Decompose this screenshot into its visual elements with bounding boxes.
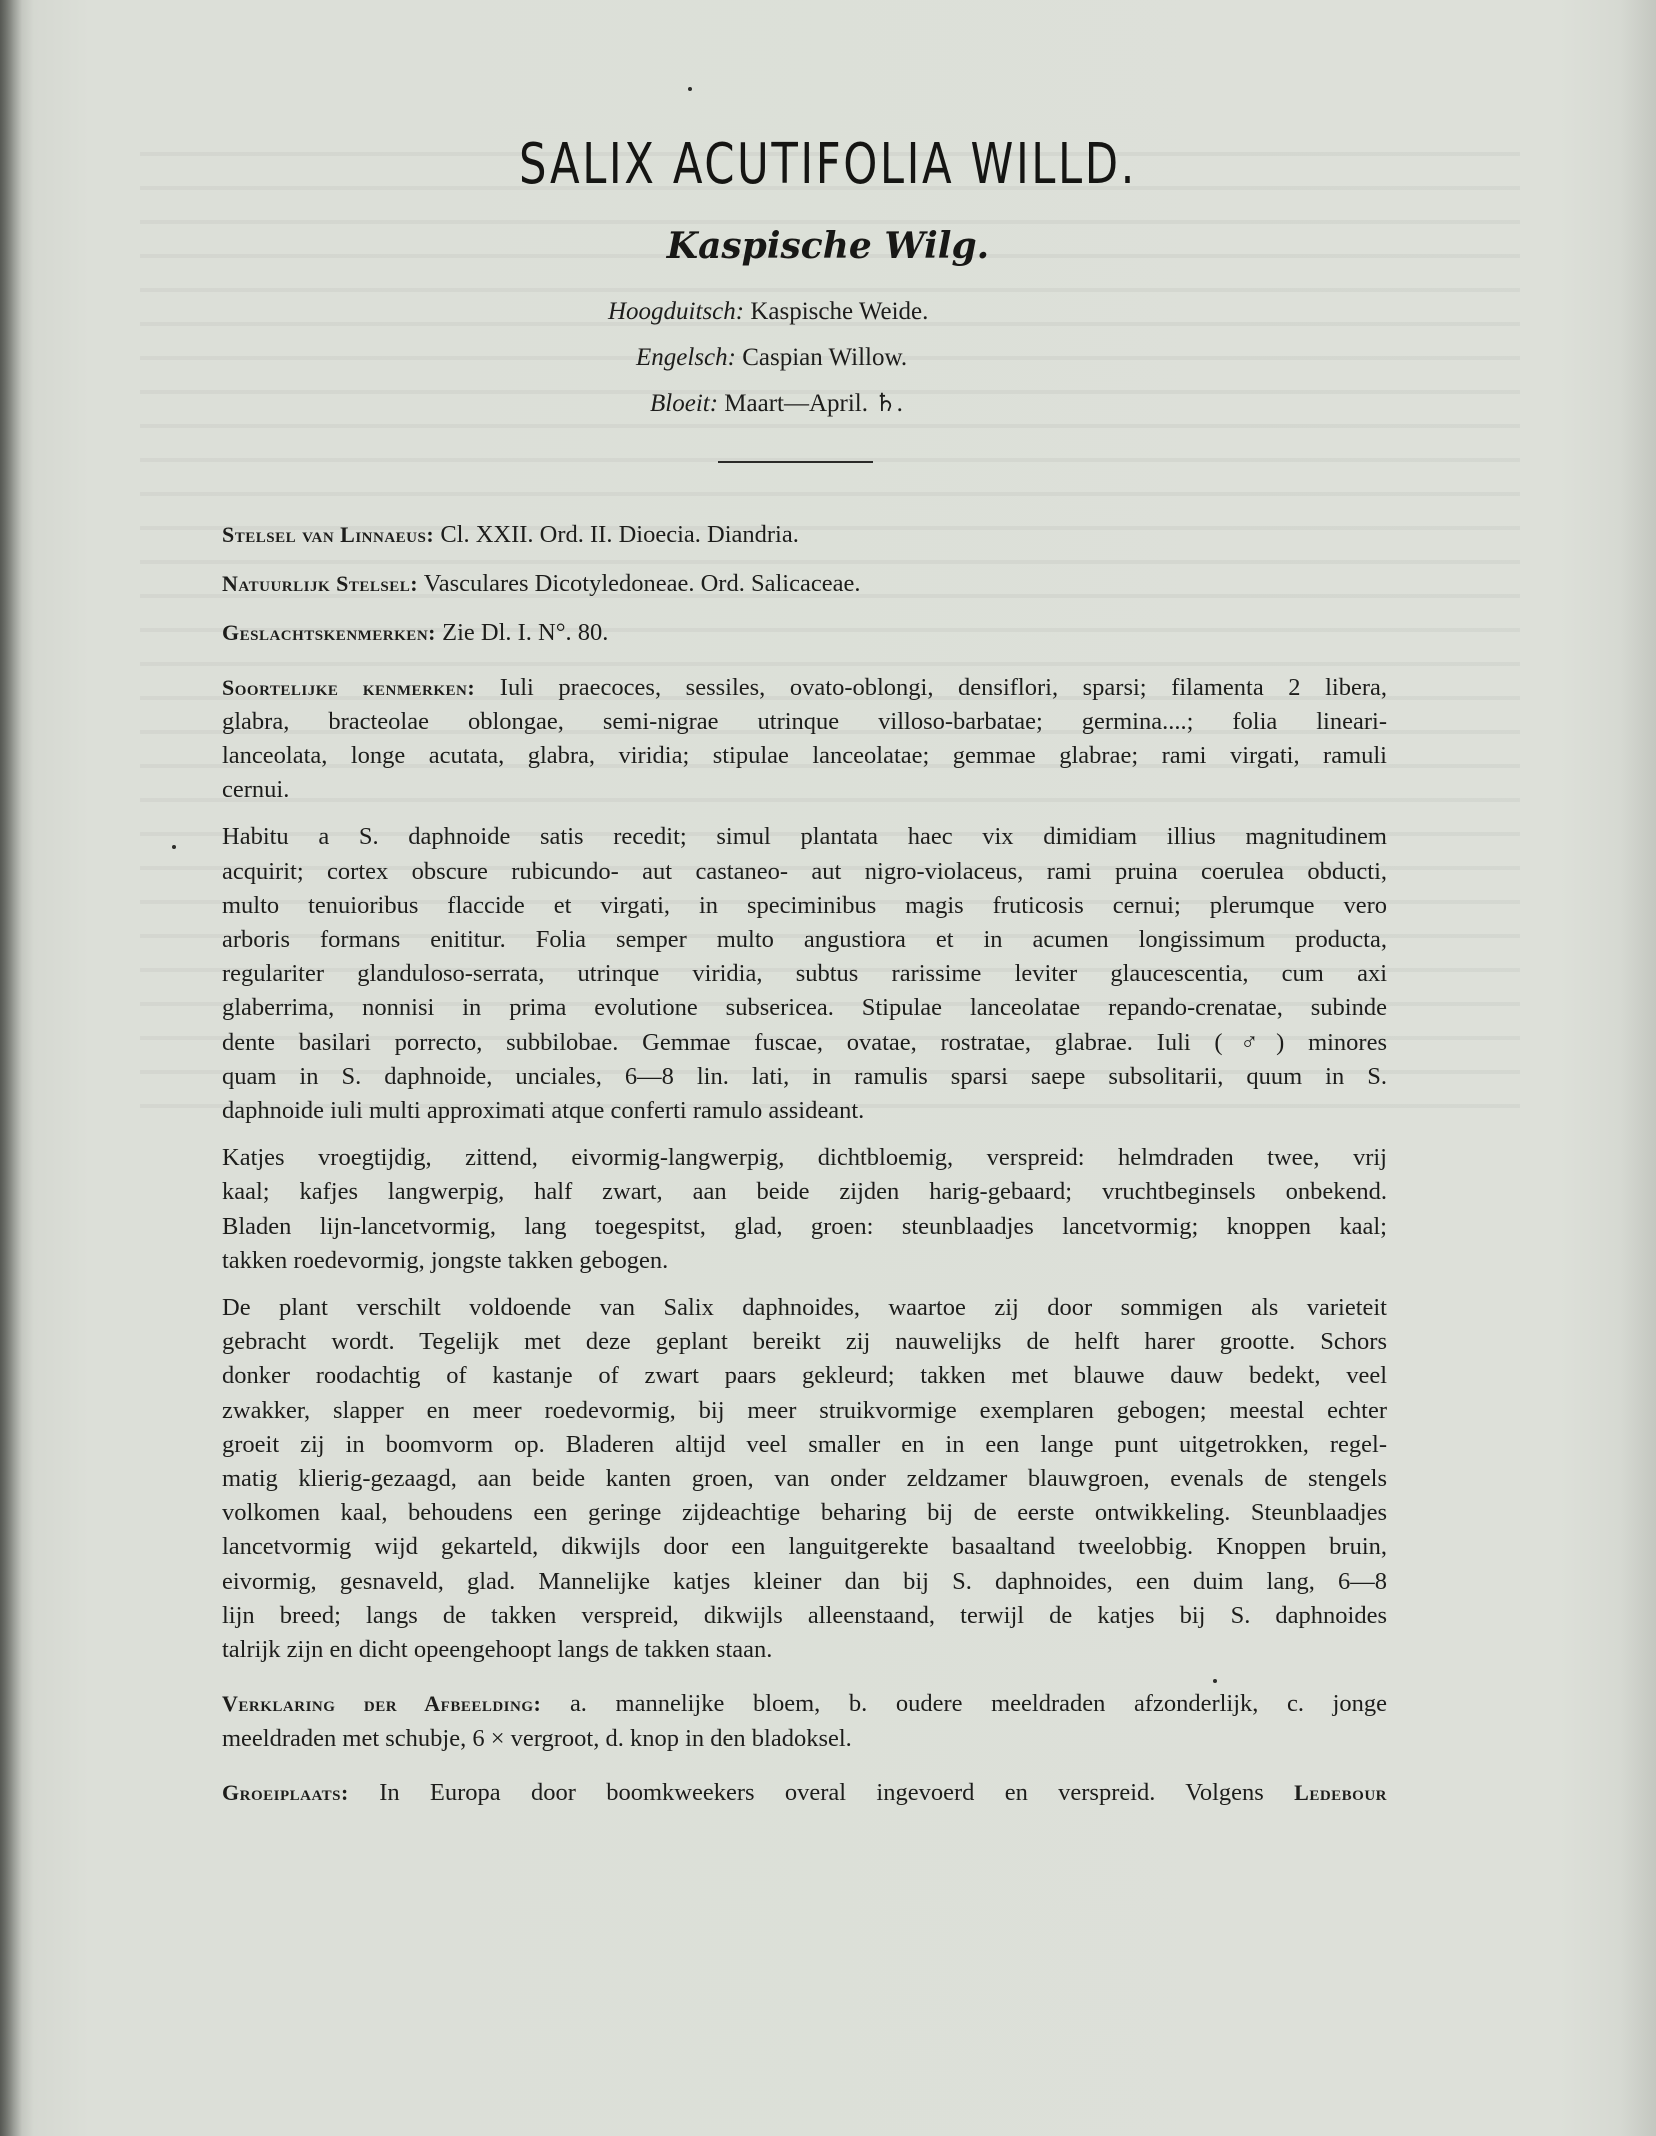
dutch-description	[222, 1291, 1387, 1667]
line-text: In Europa door boomkweekers overal ingevoerd en verspreid. Volgens	[379, 1778, 1264, 1806]
text-line: glabra, bracteolae oblongae, semi-nigrae utrinque villoso-barbatae; germina....; folia lineari-	[222, 707, 1387, 735]
dutch-characters	[222, 1141, 1387, 1278]
name-line-english	[636, 344, 907, 372]
section-label: Groeiplaats:	[222, 1779, 349, 1805]
print-speck	[688, 87, 692, 91]
page-title: SALIX ACUTIFOLIA WILLD.	[518, 132, 1137, 197]
author-name: Ledebour	[1294, 1779, 1387, 1805]
text-line: cernui.	[222, 776, 290, 804]
text-line	[222, 1687, 1387, 1721]
groeiplaats	[222, 1776, 1387, 1810]
name-label: Hoogduitsch:	[608, 298, 745, 325]
text-line: De plant verschilt voldoende van Salix daphnoides, waartoe zij door sommigen als varieteit	[222, 1294, 1387, 1322]
section-label: Natuurlijk Stelsel:	[222, 571, 419, 597]
text-line: glaberrima, nonnisi in prima evolutione subsericea. Stipulae lanceolatae repando-crenatae, subinde	[222, 994, 1387, 1022]
name-label: Bloeit:	[650, 390, 719, 417]
text-line: volkomen kaal, behoudens een geringe zijdeachtige beharing bij de eerste ontwikkeling. Steunblaadjes	[222, 1499, 1387, 1527]
section-label: Stelsel van Linnaeus:	[222, 522, 435, 547]
natuurlijk-stelsel	[222, 567, 1387, 601]
section-label: Verklaring der Afbeelding:	[222, 1691, 542, 1717]
text-line: arboris formans enititur. Folia semper multo angustiora et in acumen longissimum producta,	[222, 926, 1387, 954]
name-value: Kaspische Weide.	[750, 298, 929, 325]
text-line	[222, 671, 1387, 705]
verklaring-afbeelding	[222, 1687, 1387, 1755]
text-line: gebracht wordt. Tegelijk met deze geplant bereikt zij nauwelijks de helft harer grootte. Schors	[222, 1328, 1387, 1356]
text-line: quam in S. daphnoide, unciales, 6—8 lin. lati, in ramulis sparsi saepe subsolitarii, quum in S.	[222, 1062, 1387, 1090]
print-speck	[1213, 1679, 1217, 1683]
text-line: Katjes vroegtijdig, zittend, eivormig-langwerpig, dichtbloemig, verspreid: helmdraden twee, vrij	[222, 1144, 1387, 1172]
text-line: multo tenuioribus flaccide et virgati, in speciminibus magis fruticosis cernui; plerumque vero	[222, 891, 1387, 919]
text-line: takken roedevormig, jongste takken gebogen.	[222, 1246, 669, 1274]
section-text: Vasculares Dicotyledoneae. Ord. Salicaceae.	[423, 570, 861, 598]
name-line-bloeit	[650, 388, 903, 418]
text-line: Bladen lijn-lancetvormig, lang toegespitst, glad, groen: steunblaadjes lancetvormig; knoppen kaal;	[222, 1212, 1387, 1240]
name-label: Engelsch:	[636, 344, 736, 371]
text-line: acquirit; cortex obscure rubicundo- aut castaneo- aut nigro-violaceus, rami pruina coerulea obducti,	[222, 857, 1387, 885]
section-text: Zie Dl. I. N°. 80.	[442, 619, 609, 647]
soortelijke-kenmerken	[222, 671, 1387, 808]
section-label: Geslachtskenmerken:	[222, 620, 436, 646]
text-line: donker roodachtig of kastanje of zwart paars gekleurd; takken met blauwe dauw bedekt, veel	[222, 1362, 1387, 1390]
latin-description	[222, 820, 1387, 1128]
text-line: talrijk zijn en dicht opeengehoopt langs de takken staan.	[222, 1636, 773, 1664]
section-label: Soortelijke kenmerken:	[222, 674, 476, 700]
print-speck	[172, 845, 176, 849]
text-line: daphnoide iuli multi approximati atque conferti ramulo assideant.	[222, 1097, 865, 1125]
text-line: lijn breed; langs de takken verspreid, dikwijls alleenstaand, terwijl de katjes bij S. daphnoides	[222, 1601, 1387, 1629]
page-subtitle: Kaspische Wilg.	[666, 225, 990, 267]
name-value: Maart—April. ♄.	[724, 390, 903, 417]
text-line	[222, 1776, 1387, 1810]
title-divider	[718, 461, 873, 463]
text-line: lanceolata, longe acutata, glabra, viridia; stipulae lanceolatae; gemmae glabrae; rami virgati, ramuli	[222, 742, 1387, 770]
text-line: Habitu a S. daphnoide satis recedit; simul plantata haec vix dimidiam illius magnitudinem	[222, 823, 1387, 851]
text-line: matig klierig-gezaagd, aan beide kanten groen, van onder zeldzamer blauwgroen, evenals de stengels	[222, 1465, 1387, 1493]
text-line: meeldraden met schubje, 6 × vergroot, d. knop in den bladoksel.	[222, 1724, 852, 1752]
text-line: zwakker, slapper en meer roedevormig, bij meer struikvormige exemplaren gebogen; meestal echter	[222, 1396, 1387, 1424]
name-line-german	[608, 298, 928, 326]
line-text: a. mannelijke bloem, b. oudere meeldraden afzonderlijk, c. jonge	[569, 1690, 1387, 1718]
geslachtskenmerken	[222, 616, 1387, 650]
line-text: Iuli praecoces, sessiles, ovato-oblongi, densiflori, sparsi; filamenta 2 libera,	[499, 673, 1387, 701]
name-value: Caspian Willow.	[742, 344, 908, 371]
text-line: eivormig, gesnaveld, glad. Mannelijke katjes kleiner dan bij S. daphnoides, een duim lang, 6—8	[222, 1567, 1387, 1595]
book-gutter-shadow	[0, 0, 22, 2136]
text-line: lancetvormig wijd gekarteld, dikwijls door een languitgerekte basaaltand tweelobbig. Knoppen bruin,	[222, 1533, 1387, 1561]
section-text: Cl. XXII. Ord. II. Dioecia. Diandria.	[440, 521, 799, 548]
text-line: dente basilari porrecto, subbilobae. Gemmae fuscae, ovatae, rostratae, glabrae. Iuli (♂) minores	[222, 1028, 1387, 1056]
text-line: regulariter glanduloso-serrata, utrinque viridia, subtus rarissime leviter glaucescentia, cum axi	[222, 960, 1387, 988]
body-text	[222, 518, 1387, 1810]
stelsel-linnaeus	[222, 518, 1387, 552]
text-line: groeit zij in boomvorm op. Bladeren altijd veel smaller en in een lange punt uitgetrokken, regel-	[222, 1430, 1387, 1458]
text-line: kaal; kafjes langwerpig, half zwart, aan beide zijden harig-gebaard; vruchtbeginsels onbekend.	[222, 1178, 1387, 1206]
